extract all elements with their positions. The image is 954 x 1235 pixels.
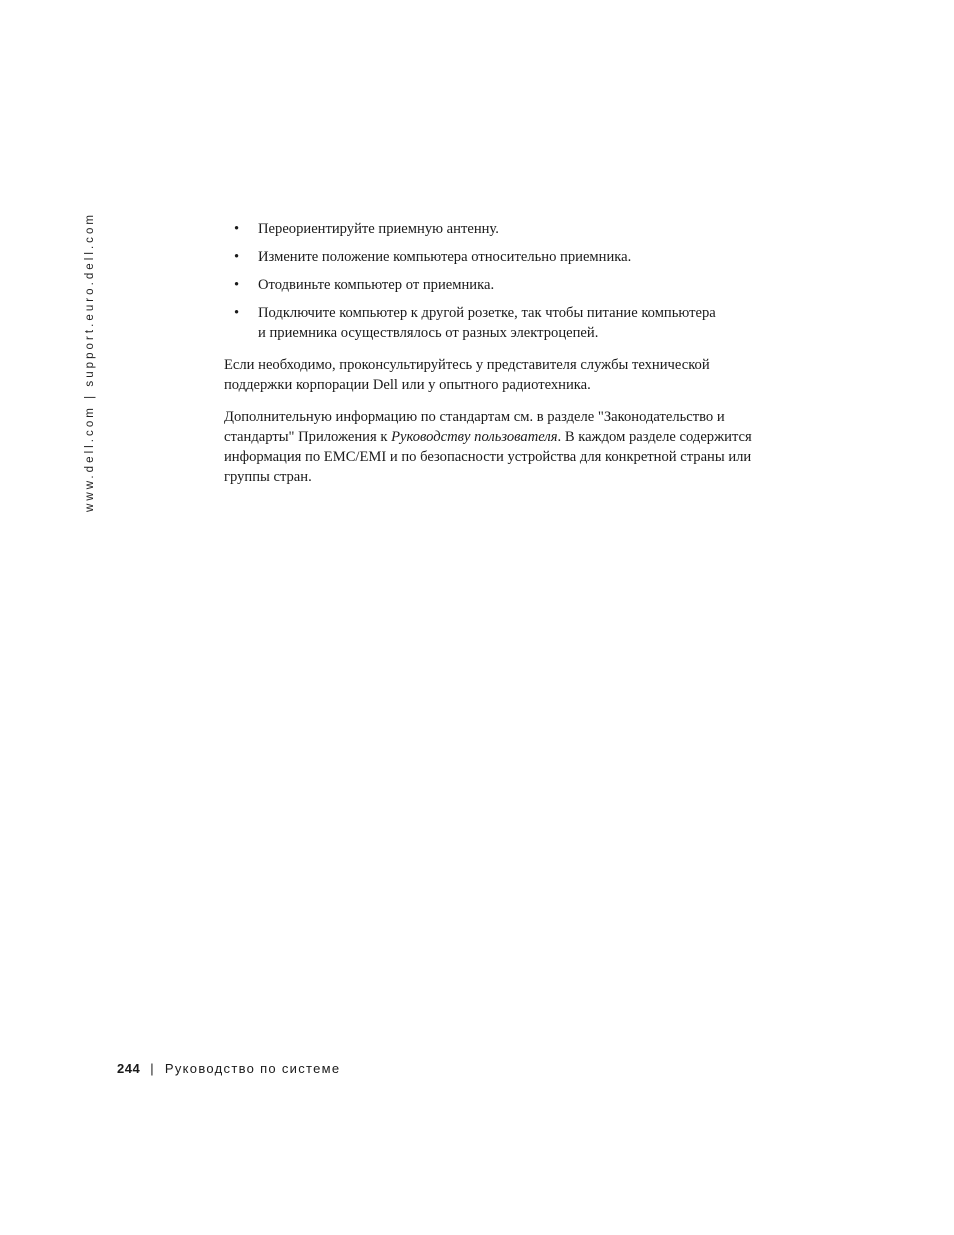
consult-paragraph: Если необходимо, проконсультируйтесь у представителя службы технической поддержки корпорации Dell или у опытного радиотехника.	[224, 357, 710, 393]
bullet-icon: •	[234, 221, 240, 237]
footer-title: Руководство по системе	[164, 1061, 341, 1076]
bullet-icon: •	[234, 277, 240, 293]
page-footer	[117, 1061, 340, 1076]
list-item: • Подключите компьютер к другой розетке, так чтобы питание компьютера и приемника осуществлялось от разных электроцепей.	[234, 305, 716, 341]
bullet-icon: •	[234, 249, 240, 265]
users-guide-reference: Руководству пользователя	[391, 429, 558, 445]
page-content	[224, 219, 799, 499]
list-item: • Измените положение компьютера относительно приемника.	[234, 249, 632, 265]
bullet-icon: •	[234, 305, 240, 321]
list-item: • Отодвиньте компьютер от приемника.	[234, 277, 495, 293]
page-number: 244	[117, 1061, 141, 1076]
footer-separator: |	[150, 1061, 155, 1076]
side-website-url: www.dell.com | support.euro.dell.com	[84, 211, 96, 512]
standards-paragraph: Дополнительную информацию по стандартам см. в разделе "Законодательство и стандарты" Приложения к Руководству пользователя. В каждом разделе содержится информация по EMC/EMI и по безопасности устройства для конкретной страны или группы стран.	[224, 409, 752, 485]
list-item: • Переориентируйте приемную антенну.	[234, 221, 499, 237]
recommendation-list	[224, 219, 799, 343]
